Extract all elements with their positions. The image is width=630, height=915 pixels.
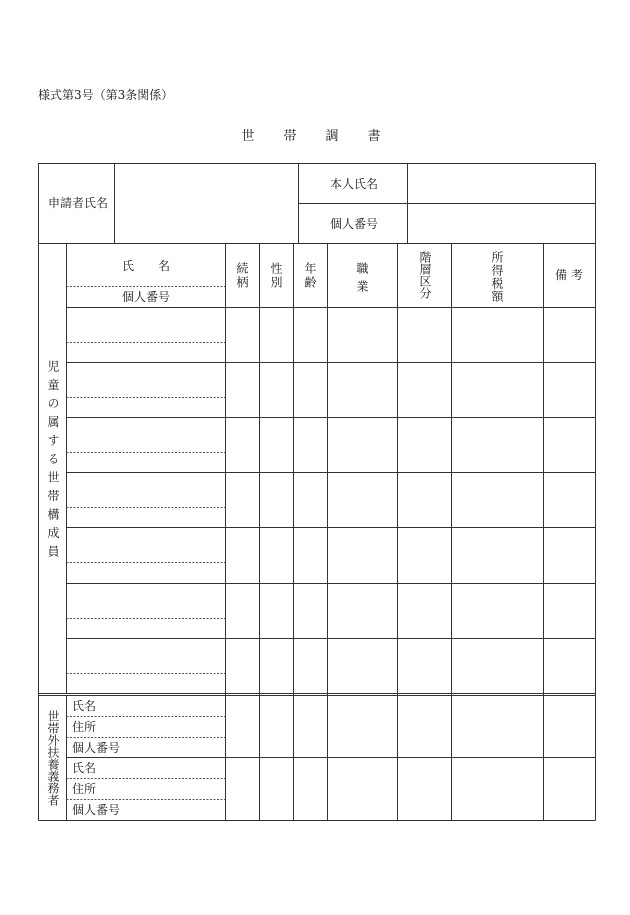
member-relationship-field[interactable] — [226, 639, 259, 693]
member-income-tax-field[interactable] — [452, 363, 543, 417]
member-income-tax-field[interactable] — [452, 528, 543, 582]
member-remarks-field[interactable] — [544, 363, 595, 417]
member-age-field[interactable] — [294, 528, 327, 582]
supporter-2-name-label: 氏名 — [72, 761, 97, 775]
member-age-field[interactable] — [294, 584, 327, 638]
column-individual-number: 個人番号 — [122, 290, 171, 304]
member-occupation-field[interactable] — [328, 584, 397, 638]
member-tier-field[interactable] — [398, 308, 451, 362]
member-relationship-field[interactable] — [226, 308, 259, 362]
supporter-1-number-label: 個人番号 — [72, 741, 121, 755]
member-income-tax-field[interactable] — [452, 308, 543, 362]
member-remarks-field[interactable] — [544, 528, 595, 582]
members-section-label: 児童の属する世帯構成員 — [46, 360, 60, 564]
member-tier-field[interactable] — [398, 418, 451, 472]
member-occupation-field[interactable] — [328, 528, 397, 582]
member-relationship-field[interactable] — [226, 584, 259, 638]
member-sex-field[interactable] — [260, 584, 293, 638]
member-tier-field[interactable] — [398, 473, 451, 527]
member-relationship-field[interactable] — [226, 528, 259, 582]
member-occupation-field[interactable] — [328, 363, 397, 417]
member-sex-field[interactable] — [260, 363, 293, 417]
individual-number-label: 個人番号 — [330, 217, 379, 231]
member-remarks-field[interactable] — [544, 308, 595, 362]
member-relationship-field[interactable] — [226, 363, 259, 417]
supporters-section-label: 世帯外扶養義務者 — [46, 710, 60, 806]
member-relationship-field[interactable] — [226, 473, 259, 527]
form-number: 様式第3号（第3条関係） — [38, 88, 174, 102]
member-occupation-field[interactable] — [328, 418, 397, 472]
column-relationship: 続柄 — [235, 262, 249, 290]
column-occupation: 職業 — [355, 262, 369, 298]
supporter-1-address-label: 住所 — [72, 720, 97, 734]
document-title: 世 帯 調 書 — [241, 129, 389, 144]
member-income-tax-field[interactable] — [452, 418, 543, 472]
member-age-field[interactable] — [294, 363, 327, 417]
member-income-tax-field[interactable] — [452, 473, 543, 527]
member-sex-field[interactable] — [260, 308, 293, 362]
member-sex-field[interactable] — [260, 418, 293, 472]
column-income-tax: 所得税額 — [490, 251, 504, 303]
member-tier-field[interactable] — [398, 584, 451, 638]
applicant-name-label: 申請者氏名 — [48, 196, 109, 210]
member-sex-field[interactable] — [260, 528, 293, 582]
member-tier-field[interactable] — [398, 363, 451, 417]
member-remarks-field[interactable] — [544, 418, 595, 472]
member-occupation-field[interactable] — [328, 639, 397, 693]
member-remarks-field[interactable] — [544, 584, 595, 638]
member-income-tax-field[interactable] — [452, 584, 543, 638]
column-tier: 階層区分 — [418, 251, 432, 299]
member-age-field[interactable] — [294, 308, 327, 362]
member-income-tax-field[interactable] — [452, 639, 543, 693]
member-sex-field[interactable] — [260, 473, 293, 527]
member-occupation-field[interactable] — [328, 473, 397, 527]
member-relationship-field[interactable] — [226, 418, 259, 472]
member-age-field[interactable] — [294, 473, 327, 527]
column-remarks: 備考 — [555, 268, 588, 282]
member-remarks-field[interactable] — [544, 639, 595, 693]
column-sex: 性別 — [269, 262, 283, 290]
person-name-label: 本人氏名 — [330, 177, 379, 191]
column-name: 氏 名 — [122, 259, 171, 273]
supporter-2-number-label: 個人番号 — [72, 803, 121, 817]
member-remarks-field[interactable] — [544, 473, 595, 527]
member-occupation-field[interactable] — [328, 308, 397, 362]
member-age-field[interactable] — [294, 418, 327, 472]
member-sex-field[interactable] — [260, 639, 293, 693]
column-age: 年齢 — [303, 262, 317, 290]
member-tier-field[interactable] — [398, 528, 451, 582]
supporter-1-name-label: 氏名 — [72, 699, 97, 713]
supporter-2-address-label: 住所 — [72, 782, 97, 796]
member-tier-field[interactable] — [398, 639, 451, 693]
member-age-field[interactable] — [294, 639, 327, 693]
